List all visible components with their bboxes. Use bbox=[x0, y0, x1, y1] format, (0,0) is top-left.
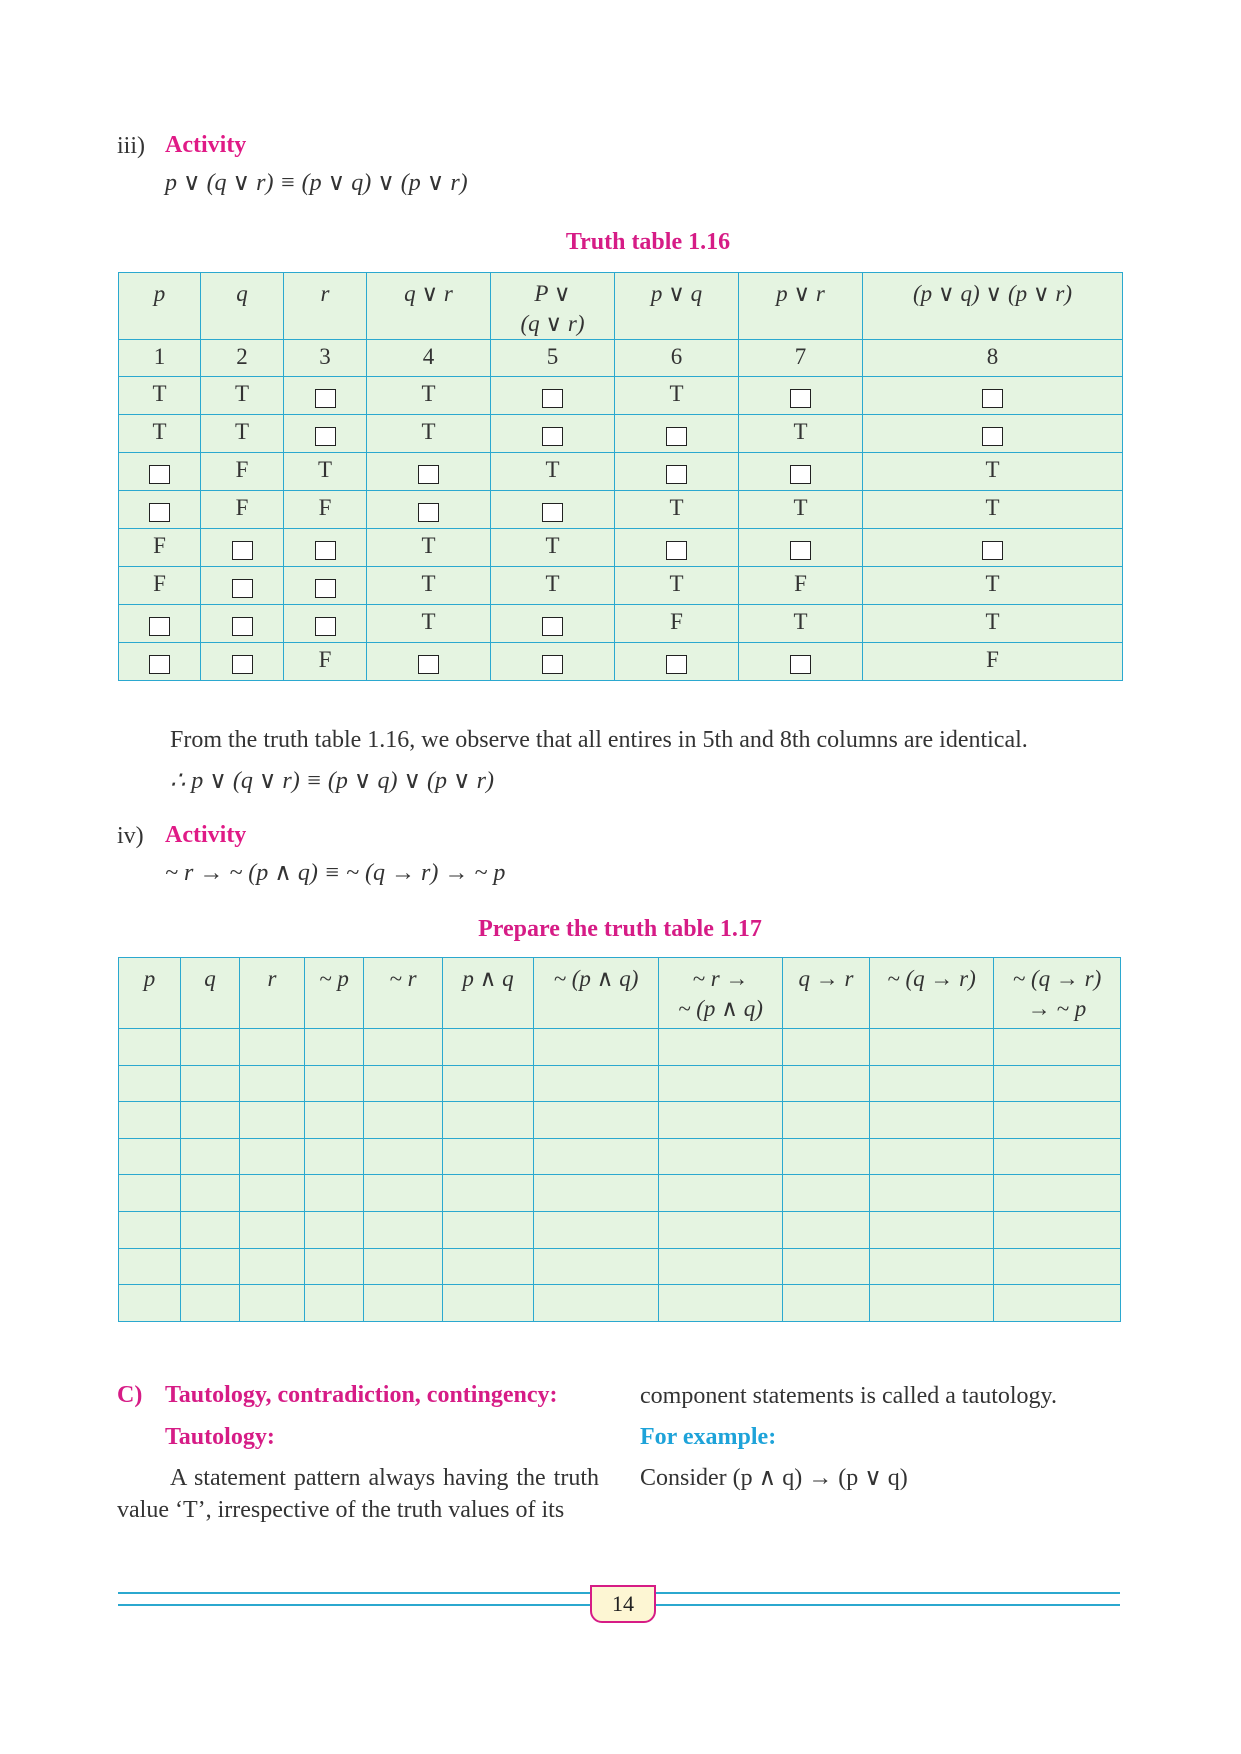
empty-answer-cell[interactable] bbox=[181, 1065, 240, 1102]
answer-box[interactable] bbox=[149, 655, 170, 674]
blank-answer-box[interactable] bbox=[367, 643, 491, 681]
empty-answer-cell[interactable] bbox=[870, 1029, 994, 1066]
section-title: Activity bbox=[165, 822, 247, 848]
answer-box[interactable] bbox=[232, 655, 253, 674]
answer-box[interactable] bbox=[666, 655, 687, 674]
answer-box[interactable] bbox=[790, 389, 811, 408]
table-row bbox=[119, 605, 1123, 643]
answer-box[interactable] bbox=[149, 503, 170, 522]
truth-value-cell: T bbox=[367, 529, 491, 567]
blank-answer-box[interactable] bbox=[491, 415, 615, 453]
blank-answer-box[interactable] bbox=[491, 377, 615, 415]
empty-answer-cell[interactable] bbox=[364, 1211, 443, 1248]
empty-answer-cell[interactable] bbox=[659, 1138, 783, 1175]
blank-answer-box[interactable] bbox=[863, 415, 1123, 453]
column-number: 8 bbox=[863, 340, 1123, 377]
empty-answer-cell[interactable] bbox=[534, 1138, 659, 1175]
empty-answer-cell[interactable] bbox=[119, 1175, 181, 1212]
empty-answer-cell[interactable] bbox=[364, 1138, 443, 1175]
answer-box[interactable] bbox=[982, 389, 1003, 408]
blank-answer-box[interactable] bbox=[491, 491, 615, 529]
answer-box[interactable] bbox=[542, 389, 563, 408]
empty-answer-cell[interactable] bbox=[364, 1102, 443, 1139]
empty-answer-cell[interactable] bbox=[119, 1211, 181, 1248]
blank-answer-box[interactable] bbox=[201, 529, 284, 567]
answer-box[interactable] bbox=[666, 427, 687, 446]
blank-answer-box[interactable] bbox=[119, 605, 201, 643]
empty-answer-cell[interactable] bbox=[443, 1029, 534, 1066]
empty-answer-cell[interactable] bbox=[181, 1175, 240, 1212]
empty-answer-cell[interactable] bbox=[783, 1248, 870, 1285]
empty-answer-cell[interactable] bbox=[305, 1175, 364, 1212]
answer-box[interactable] bbox=[149, 617, 170, 636]
empty-answer-cell[interactable] bbox=[870, 1175, 994, 1212]
table-row bbox=[119, 491, 1123, 529]
empty-answer-cell[interactable] bbox=[994, 1175, 1121, 1212]
empty-answer-cell[interactable] bbox=[443, 1102, 534, 1139]
answer-box[interactable] bbox=[418, 503, 439, 522]
truth-value-cell: F bbox=[119, 529, 201, 567]
answer-box[interactable] bbox=[232, 617, 253, 636]
answer-box[interactable] bbox=[790, 655, 811, 674]
header-cell: q ∨ r bbox=[367, 273, 491, 340]
blank-answer-box[interactable] bbox=[284, 377, 367, 415]
header-cell: p ∨ q bbox=[615, 273, 739, 340]
section-label: C) bbox=[117, 1382, 143, 1408]
answer-box[interactable] bbox=[982, 541, 1003, 560]
section-title: Tautology, contradiction, contingency: bbox=[165, 1382, 558, 1408]
truth-value-cell: T bbox=[863, 605, 1123, 643]
empty-answer-cell[interactable] bbox=[994, 1248, 1121, 1285]
blank-answer-box[interactable] bbox=[739, 377, 863, 415]
blank-answer-box[interactable] bbox=[284, 529, 367, 567]
empty-answer-cell[interactable] bbox=[994, 1065, 1121, 1102]
empty-answer-cell[interactable] bbox=[783, 1065, 870, 1102]
blank-answer-box[interactable] bbox=[491, 643, 615, 681]
empty-answer-cell[interactable] bbox=[181, 1248, 240, 1285]
answer-box[interactable] bbox=[315, 579, 336, 598]
column-number: 1 bbox=[119, 340, 201, 377]
blank-answer-box[interactable] bbox=[284, 567, 367, 605]
empty-answer-cell[interactable] bbox=[783, 1211, 870, 1248]
empty-answer-cell[interactable] bbox=[181, 1029, 240, 1066]
empty-answer-cell[interactable] bbox=[240, 1211, 305, 1248]
answer-box[interactable] bbox=[232, 541, 253, 560]
truth-value-cell: T bbox=[367, 567, 491, 605]
column-number: 6 bbox=[615, 340, 739, 377]
empty-answer-cell[interactable] bbox=[783, 1029, 870, 1066]
empty-answer-cell[interactable] bbox=[364, 1065, 443, 1102]
table-caption: Prepare the truth table 1.17 bbox=[478, 916, 762, 942]
empty-answer-cell[interactable] bbox=[305, 1029, 364, 1066]
truth-value-cell: F bbox=[284, 491, 367, 529]
answer-box[interactable] bbox=[542, 503, 563, 522]
table-row bbox=[119, 1248, 1121, 1285]
truth-value-cell: T bbox=[739, 491, 863, 529]
table-body bbox=[119, 377, 1123, 681]
empty-answer-cell[interactable] bbox=[870, 1138, 994, 1175]
truth-value-cell: T bbox=[863, 491, 1123, 529]
blank-answer-box[interactable] bbox=[739, 453, 863, 491]
truth-value-cell: T bbox=[491, 453, 615, 491]
blank-answer-box[interactable] bbox=[119, 643, 201, 681]
truth-value-cell: T bbox=[615, 567, 739, 605]
truth-value-cell: T bbox=[367, 605, 491, 643]
empty-answer-cell[interactable] bbox=[181, 1211, 240, 1248]
answer-box[interactable] bbox=[542, 617, 563, 636]
empty-answer-cell[interactable] bbox=[240, 1102, 305, 1139]
empty-answer-cell[interactable] bbox=[240, 1029, 305, 1066]
empty-answer-cell[interactable] bbox=[534, 1248, 659, 1285]
header-cell: ~ p bbox=[305, 958, 364, 1029]
empty-answer-cell[interactable] bbox=[994, 1029, 1121, 1066]
blank-answer-box[interactable] bbox=[863, 377, 1123, 415]
empty-answer-cell[interactable] bbox=[240, 1248, 305, 1285]
table-row bbox=[119, 643, 1123, 681]
empty-answer-cell[interactable] bbox=[783, 1285, 870, 1322]
page-number: 14 bbox=[590, 1585, 656, 1623]
empty-answer-cell[interactable] bbox=[443, 1285, 534, 1322]
header-cell: ~ (p ∧ q) bbox=[534, 958, 659, 1029]
answer-box[interactable] bbox=[315, 617, 336, 636]
truth-value-cell: T bbox=[491, 567, 615, 605]
table-caption: Truth table 1.16 bbox=[565, 229, 731, 255]
truth-value-cell: T bbox=[863, 453, 1123, 491]
empty-answer-cell[interactable] bbox=[659, 1211, 783, 1248]
header-cell: ~ r → ~ (p ∧ q) bbox=[659, 958, 783, 1029]
empty-answer-cell[interactable] bbox=[659, 1175, 783, 1212]
blank-answer-box[interactable] bbox=[367, 453, 491, 491]
column-number: 2 bbox=[201, 340, 284, 377]
column-number-row bbox=[119, 340, 1123, 377]
answer-box[interactable] bbox=[418, 465, 439, 484]
blank-answer-box[interactable] bbox=[201, 643, 284, 681]
truth-value-cell: T bbox=[119, 415, 201, 453]
formula: ~ r → ~ (p ∧ q) ≡ ~ (q → r) → ~ p bbox=[165, 860, 506, 886]
empty-answer-cell[interactable] bbox=[534, 1029, 659, 1066]
empty-answer-cell[interactable] bbox=[240, 1138, 305, 1175]
table-row bbox=[119, 529, 1123, 567]
answer-box[interactable] bbox=[790, 465, 811, 484]
blank-answer-box[interactable] bbox=[739, 529, 863, 567]
truth-value-cell: F bbox=[284, 643, 367, 681]
answer-box[interactable] bbox=[315, 427, 336, 446]
example-text: Consider (p ∧ q) → (p ∨ q) bbox=[640, 1465, 908, 1491]
observation-text: From the truth table 1.16, we observe that all entires in 5th and 8th columns are identical. bbox=[170, 727, 1028, 753]
column-number: 4 bbox=[367, 340, 491, 377]
truth-value-cell: F bbox=[863, 643, 1123, 681]
empty-answer-cell[interactable] bbox=[364, 1029, 443, 1066]
blank-answer-box[interactable] bbox=[491, 605, 615, 643]
empty-answer-cell[interactable] bbox=[240, 1175, 305, 1212]
section-number: iv) bbox=[117, 823, 144, 849]
empty-answer-cell[interactable] bbox=[534, 1065, 659, 1102]
conclusion-formula: ∴ p ∨ (q ∨ r) ≡ (p ∨ q) ∨ (p ∨ r) bbox=[170, 768, 494, 794]
empty-answer-cell[interactable] bbox=[305, 1065, 364, 1102]
blank-answer-box[interactable] bbox=[739, 643, 863, 681]
empty-answer-cell[interactable] bbox=[119, 1102, 181, 1139]
truth-value-cell: T bbox=[284, 453, 367, 491]
blank-answer-box[interactable] bbox=[367, 491, 491, 529]
truth-table-1-16 bbox=[118, 272, 1123, 681]
empty-answer-cell[interactable] bbox=[119, 1029, 181, 1066]
subsection-title: Tautology: bbox=[165, 1424, 275, 1450]
truth-value-cell: T bbox=[119, 377, 201, 415]
empty-answer-cell[interactable] bbox=[305, 1211, 364, 1248]
empty-answer-cell[interactable] bbox=[364, 1175, 443, 1212]
header-row bbox=[119, 958, 1121, 1029]
blank-answer-box[interactable] bbox=[284, 605, 367, 643]
empty-answer-cell[interactable] bbox=[534, 1211, 659, 1248]
empty-answer-cell[interactable] bbox=[659, 1102, 783, 1139]
truth-value-cell: T bbox=[615, 377, 739, 415]
empty-answer-cell[interactable] bbox=[181, 1102, 240, 1139]
header-cell: ~ (q → r) bbox=[870, 958, 994, 1029]
section-title: Activity bbox=[165, 132, 247, 158]
truth-value-cell: T bbox=[201, 377, 284, 415]
blank-answer-box[interactable] bbox=[615, 643, 739, 681]
empty-answer-cell[interactable] bbox=[659, 1029, 783, 1066]
truth-value-cell: T bbox=[863, 567, 1123, 605]
answer-box[interactable] bbox=[149, 465, 170, 484]
formula: p ∨ (q ∨ r) ≡ (p ∨ q) ∨ (p ∨ r) bbox=[165, 170, 468, 196]
blank-answer-box[interactable] bbox=[201, 605, 284, 643]
table-row bbox=[119, 567, 1123, 605]
empty-answer-cell[interactable] bbox=[119, 1248, 181, 1285]
truth-value-cell: T bbox=[615, 491, 739, 529]
header-cell: P ∨ (q ∨ r) bbox=[491, 273, 615, 340]
table-row bbox=[119, 1138, 1121, 1175]
empty-answer-cell[interactable] bbox=[659, 1285, 783, 1322]
table-row bbox=[119, 377, 1123, 415]
empty-answer-cell[interactable] bbox=[305, 1285, 364, 1322]
empty-answer-cell[interactable] bbox=[119, 1065, 181, 1102]
empty-answer-cell[interactable] bbox=[305, 1248, 364, 1285]
header-cell: r bbox=[284, 273, 367, 340]
empty-answer-cell[interactable] bbox=[783, 1102, 870, 1139]
empty-answer-cell[interactable] bbox=[659, 1248, 783, 1285]
table-row bbox=[119, 453, 1123, 491]
table-row bbox=[119, 1285, 1121, 1322]
blank-answer-box[interactable] bbox=[201, 567, 284, 605]
truth-value-cell: T bbox=[201, 415, 284, 453]
empty-answer-cell[interactable] bbox=[443, 1065, 534, 1102]
empty-answer-cell[interactable] bbox=[870, 1248, 994, 1285]
header-cell: r bbox=[240, 958, 305, 1029]
blank-answer-box[interactable] bbox=[119, 453, 201, 491]
empty-answer-cell[interactable] bbox=[870, 1065, 994, 1102]
empty-answer-cell[interactable] bbox=[119, 1138, 181, 1175]
header-cell: ~ (q → r) → ~ p bbox=[994, 958, 1121, 1029]
table-body bbox=[119, 1029, 1121, 1322]
empty-answer-cell[interactable] bbox=[443, 1248, 534, 1285]
truth-value-cell: T bbox=[491, 529, 615, 567]
empty-answer-cell[interactable] bbox=[659, 1065, 783, 1102]
empty-answer-cell[interactable] bbox=[181, 1138, 240, 1175]
empty-answer-cell[interactable] bbox=[364, 1285, 443, 1322]
empty-answer-cell[interactable] bbox=[994, 1285, 1121, 1322]
column-number: 3 bbox=[284, 340, 367, 377]
example-heading: For example: bbox=[640, 1424, 777, 1450]
empty-answer-cell[interactable] bbox=[534, 1285, 659, 1322]
column-number: 5 bbox=[491, 340, 615, 377]
truth-value-cell: T bbox=[367, 415, 491, 453]
answer-box[interactable] bbox=[982, 427, 1003, 446]
answer-box[interactable] bbox=[790, 541, 811, 560]
header-cell: ~ r bbox=[364, 958, 443, 1029]
table-row bbox=[119, 1211, 1121, 1248]
answer-box[interactable] bbox=[418, 655, 439, 674]
empty-answer-cell[interactable] bbox=[364, 1248, 443, 1285]
blank-answer-box[interactable] bbox=[863, 529, 1123, 567]
truth-value-cell: F bbox=[615, 605, 739, 643]
header-cell: (p ∨ q) ∨ (p ∨ r) bbox=[863, 273, 1123, 340]
empty-answer-cell[interactable] bbox=[443, 1175, 534, 1212]
empty-answer-cell[interactable] bbox=[534, 1102, 659, 1139]
tautology-definition-continued: component statements is called a tautology. bbox=[640, 1383, 1057, 1409]
empty-answer-cell[interactable] bbox=[240, 1285, 305, 1322]
table-row bbox=[119, 1102, 1121, 1139]
empty-answer-cell[interactable] bbox=[994, 1211, 1121, 1248]
header-cell: q bbox=[201, 273, 284, 340]
truth-table-1-17 bbox=[118, 957, 1121, 1322]
truth-value-cell: T bbox=[739, 605, 863, 643]
answer-box[interactable] bbox=[666, 465, 687, 484]
empty-answer-cell[interactable] bbox=[994, 1138, 1121, 1175]
truth-value-cell: T bbox=[367, 377, 491, 415]
empty-answer-cell[interactable] bbox=[240, 1065, 305, 1102]
header-cell: p ∨ r bbox=[739, 273, 863, 340]
empty-answer-cell[interactable] bbox=[870, 1285, 994, 1322]
truth-value-cell: F bbox=[201, 491, 284, 529]
answer-box[interactable] bbox=[315, 389, 336, 408]
tautology-definition: A statement pattern always having the truth value ‘T’, irrespective of the truth values of its bbox=[117, 1465, 599, 1523]
table-row bbox=[119, 415, 1123, 453]
table-row bbox=[119, 1065, 1121, 1102]
blank-answer-box[interactable] bbox=[615, 415, 739, 453]
header-cell: q → r bbox=[783, 958, 870, 1029]
empty-answer-cell[interactable] bbox=[181, 1285, 240, 1322]
empty-answer-cell[interactable] bbox=[870, 1102, 994, 1139]
empty-answer-cell[interactable] bbox=[534, 1175, 659, 1212]
column-number: 7 bbox=[739, 340, 863, 377]
empty-answer-cell[interactable] bbox=[443, 1211, 534, 1248]
header-cell: p bbox=[119, 273, 201, 340]
table-row bbox=[119, 1029, 1121, 1066]
empty-answer-cell[interactable] bbox=[994, 1102, 1121, 1139]
empty-answer-cell[interactable] bbox=[870, 1211, 994, 1248]
blank-answer-box[interactable] bbox=[615, 529, 739, 567]
empty-answer-cell[interactable] bbox=[119, 1285, 181, 1322]
truth-value-cell: F bbox=[201, 453, 284, 491]
answer-box[interactable] bbox=[666, 541, 687, 560]
empty-answer-cell[interactable] bbox=[783, 1175, 870, 1212]
answer-box[interactable] bbox=[542, 655, 563, 674]
header-cell: q bbox=[181, 958, 240, 1029]
empty-answer-cell[interactable] bbox=[443, 1138, 534, 1175]
answer-box[interactable] bbox=[542, 427, 563, 446]
blank-answer-box[interactable] bbox=[284, 415, 367, 453]
answer-box[interactable] bbox=[315, 541, 336, 560]
header-cell: p bbox=[119, 958, 181, 1029]
empty-answer-cell[interactable] bbox=[783, 1138, 870, 1175]
answer-box[interactable] bbox=[232, 579, 253, 598]
blank-answer-box[interactable] bbox=[615, 453, 739, 491]
blank-answer-box[interactable] bbox=[119, 491, 201, 529]
empty-answer-cell[interactable] bbox=[305, 1102, 364, 1139]
truth-value-cell: F bbox=[119, 567, 201, 605]
empty-answer-cell[interactable] bbox=[305, 1138, 364, 1175]
section-number: iii) bbox=[117, 133, 145, 159]
truth-value-cell: F bbox=[739, 567, 863, 605]
header-cell: p ∧ q bbox=[443, 958, 534, 1029]
table-row bbox=[119, 1175, 1121, 1212]
truth-value-cell: T bbox=[739, 415, 863, 453]
